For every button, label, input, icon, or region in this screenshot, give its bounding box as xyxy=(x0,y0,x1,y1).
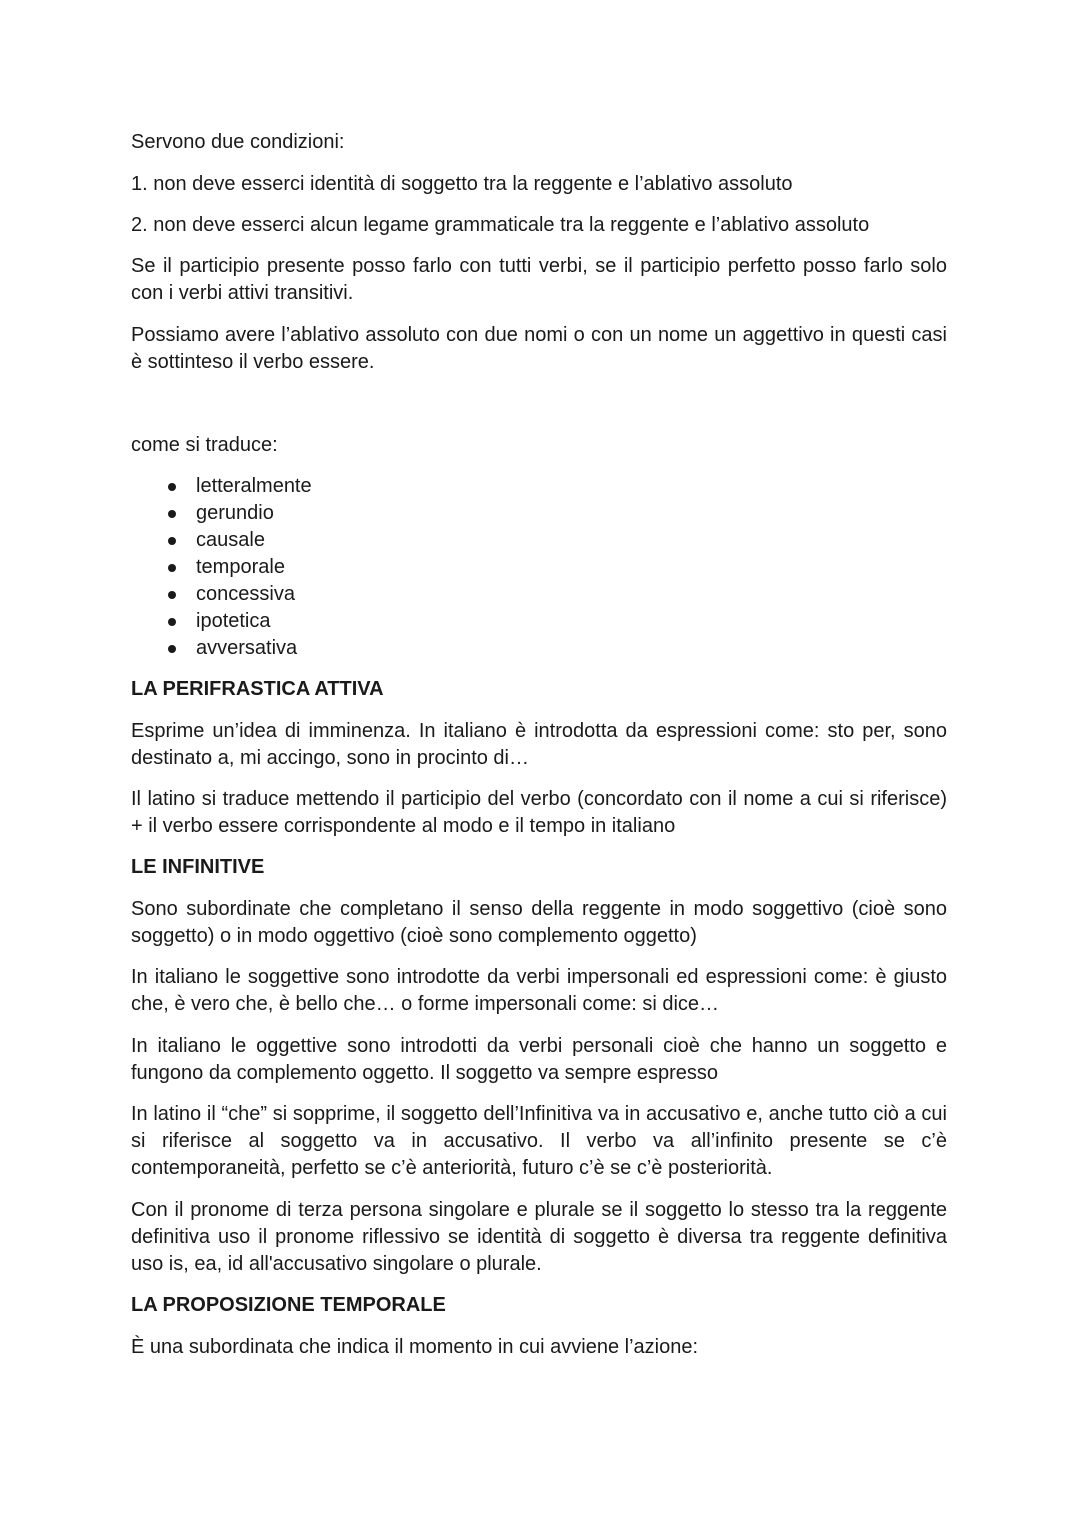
list-item: temporale xyxy=(167,554,947,581)
participle-paragraph: Se il participio presente posso farlo con tutti verbi, se il participio perfetto posso farlo solo con i verbi attivi transitivi. xyxy=(131,255,947,304)
conditions-intro: Servono due condizioni: xyxy=(131,131,345,153)
list-item: avversativa xyxy=(167,635,947,662)
perifrastica-paragraph-2: Il latino si traduce mettendo il participio del verbo (concordato con il nome a cui si riferisce) + il verbo essere corrispondente al modo e il tempo in italiano xyxy=(131,788,947,837)
translation-title: come si traduce: xyxy=(131,434,278,456)
infinitive-paragraph-2: In italiano le soggettive sono introdotte da verbi impersonali ed espressioni come: è giusto che, è vero che, è bello che… o forme impersonali come: si dice… xyxy=(131,966,947,1015)
temporale-paragraph-1: È una subordinata che indica il momento in cui avviene l’azione: xyxy=(131,1336,699,1358)
condition-1: 1. non deve esserci identità di soggetto tra la reggente e l’ablativo assoluto xyxy=(131,173,793,195)
document-page xyxy=(131,129,947,1361)
condition-2: 2. non deve esserci alcun legame grammaticale tra la reggente e l’ablativo assoluto xyxy=(131,214,870,236)
list-item: letteralmente xyxy=(167,473,947,500)
perifrastica-paragraph-1: Esprime un’idea di imminenza. In italiano è introdotta da espressioni come: sto per, sono destinato a, mi accingo, sono in procinto di… xyxy=(131,720,947,769)
nouns-paragraph: Possiamo avere l’ablativo assoluto con due nomi o con un nome un aggettivo in questi casi è sottinteso il verbo essere. xyxy=(131,324,947,373)
translation-list xyxy=(131,473,947,662)
infinitive-paragraph-5: Con il pronome di terza persona singolare e plurale se il soggetto lo stesso tra la reggente definitiva uso il pronome riflessivo se identità di soggetto è diversa tra reggente definitiva uso is, ea, id all'accusativo singolare o plurale. xyxy=(131,1199,947,1275)
list-item: concessiva xyxy=(167,581,947,608)
infinitive-paragraph-4: In latino il “che” si sopprime, il soggetto dell’Infinitiva va in accusativo e, anche tutto ciò a cui si riferisce al soggetto va in accusativo. Il verbo va all’infinito presente se c’è contemporaneità, perfetto se c’è anteriorità, futuro c’è se c’è posteriorità. xyxy=(131,1103,947,1179)
infinitive-paragraph-3: In italiano le oggettive sono introdotti da verbi personali cioè che hanno un soggetto e fungono da complemento oggetto. Il soggetto va sempre espresso xyxy=(131,1035,947,1084)
list-item: causale xyxy=(167,527,947,554)
infinitive-paragraph-1: Sono subordinate che completano il senso della reggente in modo soggettivo (cioè sono soggetto) o in modo oggettivo (cioè sono complemento oggetto) xyxy=(131,898,947,947)
infinitive-heading: LE INFINITIVE xyxy=(131,856,265,878)
perifrastica-heading: LA PERIFRASTICA ATTIVA xyxy=(131,678,384,700)
list-item: gerundio xyxy=(167,500,947,527)
temporale-heading: LA PROPOSIZIONE TEMPORALE xyxy=(131,1294,446,1316)
list-item: ipotetica xyxy=(167,608,947,635)
